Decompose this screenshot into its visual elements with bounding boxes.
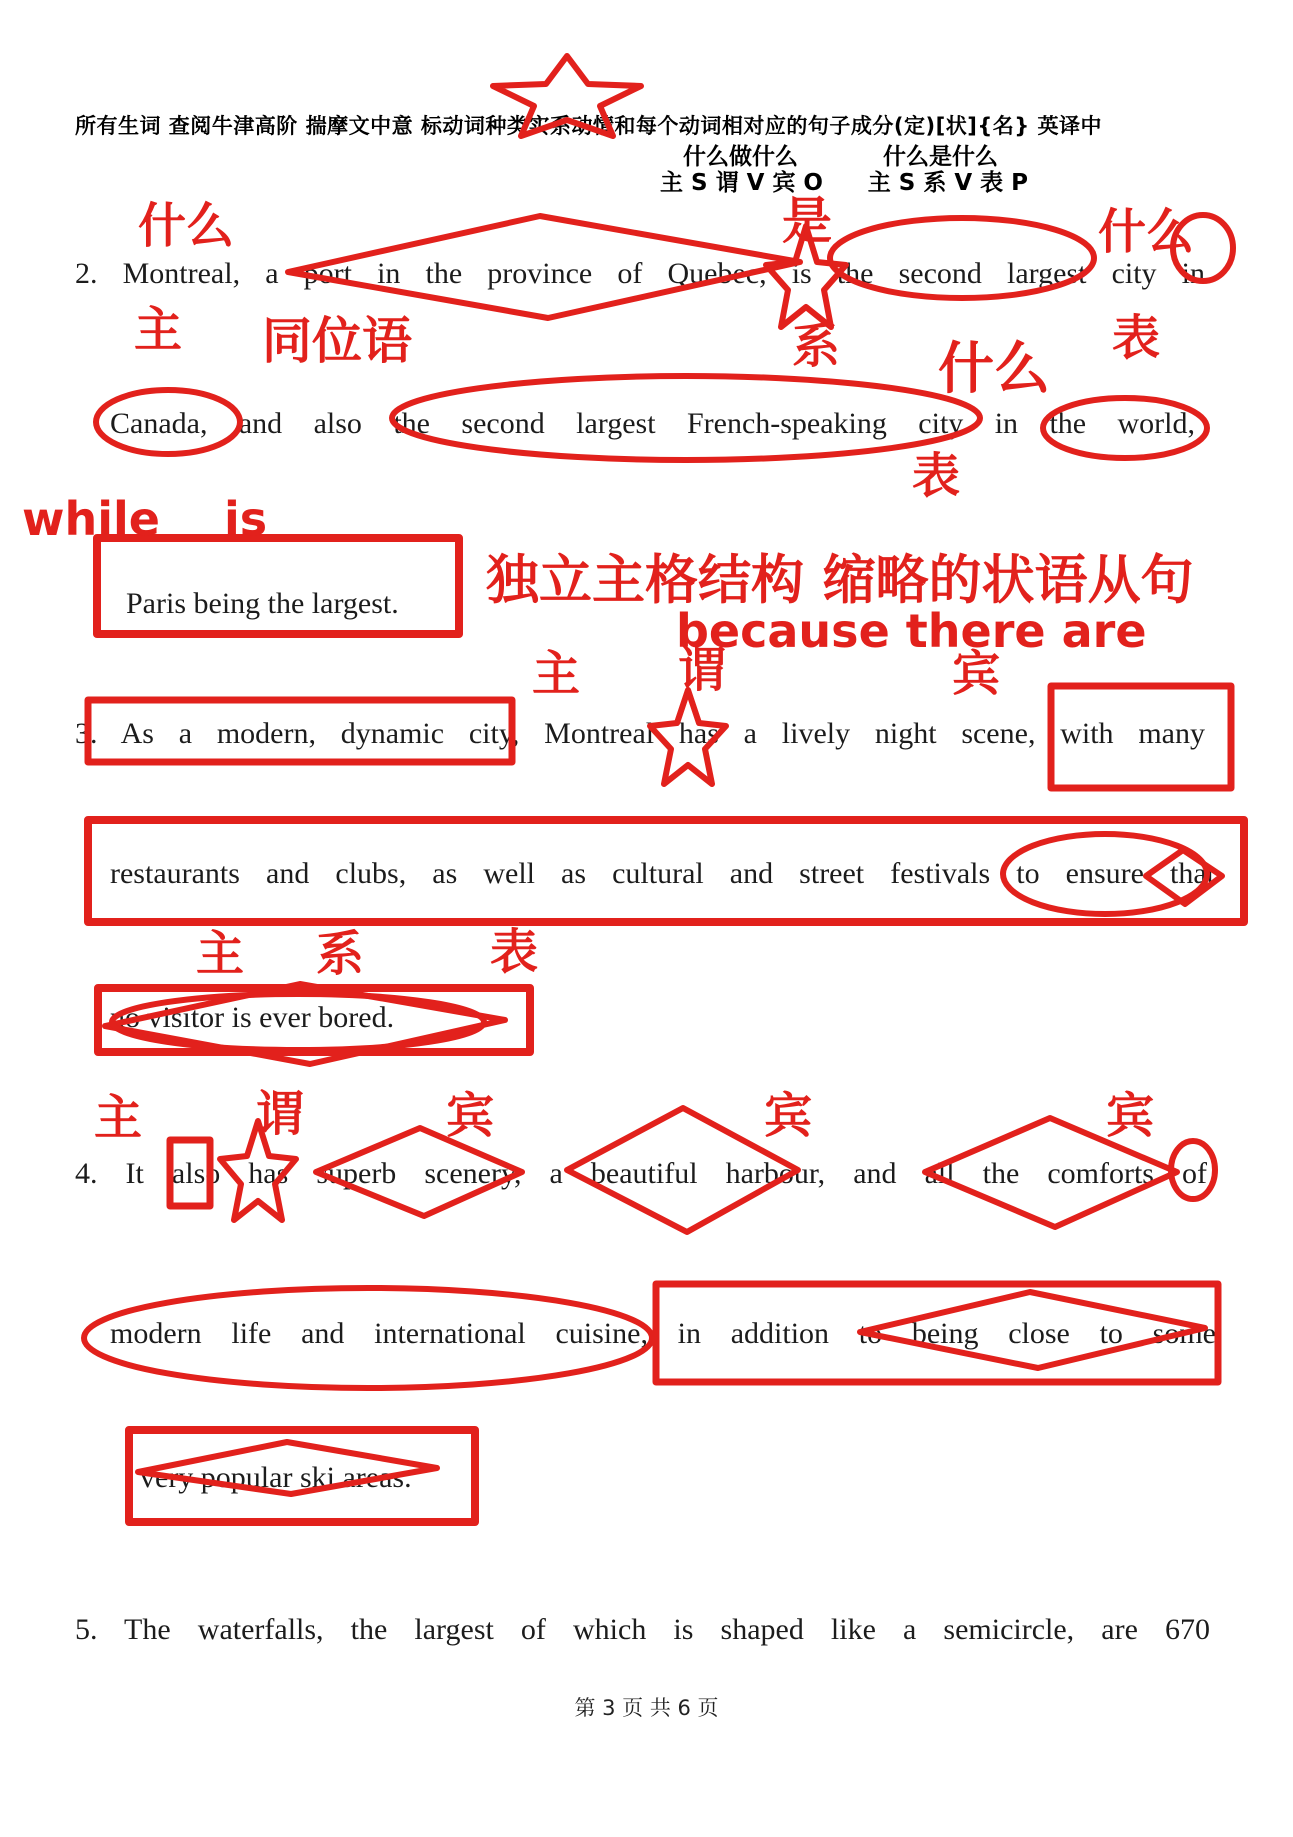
subject-label-4: 主	[94, 1090, 143, 1146]
sentence-4-line-2: modern life and international cuisine, in addition to being close to some	[110, 1317, 1216, 1350]
object-label-4: 宾	[1106, 1088, 1155, 1144]
sentence-2-line-2: Canada, and also the second largest French-speaking city in the world,	[110, 407, 1195, 440]
sentence-4-line-3: very popular ski areas.	[140, 1461, 412, 1494]
sentence-3-line-3: no visitor is ever bored.	[110, 1001, 395, 1034]
subject-label-2: 主	[532, 646, 581, 702]
while-is-note: while is	[22, 492, 268, 546]
what-label-3: 什么	[938, 337, 1050, 402]
absolute-construction-note: 独立主格结构 缩略的状语从句	[486, 550, 1194, 611]
object-label-3: 宾	[764, 1088, 813, 1144]
sentence-3-line-1: 3. As a modern, dynamic city, Montreal has a lively night scene, with many	[75, 717, 1205, 750]
header-instruction-line: 所有生词 查阅牛津高阶 揣摩文中意 标动词种类实系动情和每个动词相对应的句子成分(定)[状]{名} 英译中	[75, 114, 1103, 138]
predicate-label-2: 谓	[256, 1086, 305, 1142]
sentence-5-line-1: 5. The waterfalls, the largest of which is shaped like a semicircle, are 670	[75, 1613, 1210, 1646]
linking-verb-label-1: 系	[792, 318, 841, 374]
sentence-2-line-1: 2. Montreal, a port in the province of Quebec, is the second largest city in	[75, 257, 1205, 290]
be-label: 是	[782, 192, 832, 250]
sentence-3-line-2: restaurants and clubs, as well as cultural and street festivals to ensure that	[110, 857, 1215, 890]
what-label-2: 什么	[1098, 204, 1195, 260]
formula-svp-label: 主 S 系 V 表 P	[867, 170, 1028, 196]
sentence-4-line-1: 4. It also has superb scenery, a beautiful harbour, and all the comforts of	[75, 1157, 1207, 1190]
predicative-label-2: 表	[912, 448, 961, 504]
linking-verb-label-2: 系	[316, 926, 365, 982]
pattern-be-label: 什么是什么	[883, 144, 998, 170]
subject-label-3: 主	[196, 926, 245, 982]
formula-svo-label: 主 S 谓 V 宾 O	[660, 170, 823, 196]
predicative-label-3: 表	[490, 924, 539, 980]
appositive-label: 同位语	[262, 312, 412, 370]
header-formula-row	[660, 164, 1028, 197]
sentence-2-line-3: Paris being the largest.	[126, 587, 399, 620]
subject-label-1: 主	[134, 302, 183, 358]
object-label-1: 宾	[952, 646, 1001, 702]
predicate-label-1: 谓	[678, 642, 727, 698]
because-there-are-note: because there are	[676, 604, 1147, 658]
pattern-do-label: 什么做什么	[683, 144, 798, 170]
predicative-label-1: 表	[1112, 310, 1161, 366]
page-number: 第 3 页 共 6 页	[574, 1696, 719, 1720]
what-label-1: 什么	[138, 198, 235, 254]
object-label-2: 宾	[446, 1088, 495, 1144]
